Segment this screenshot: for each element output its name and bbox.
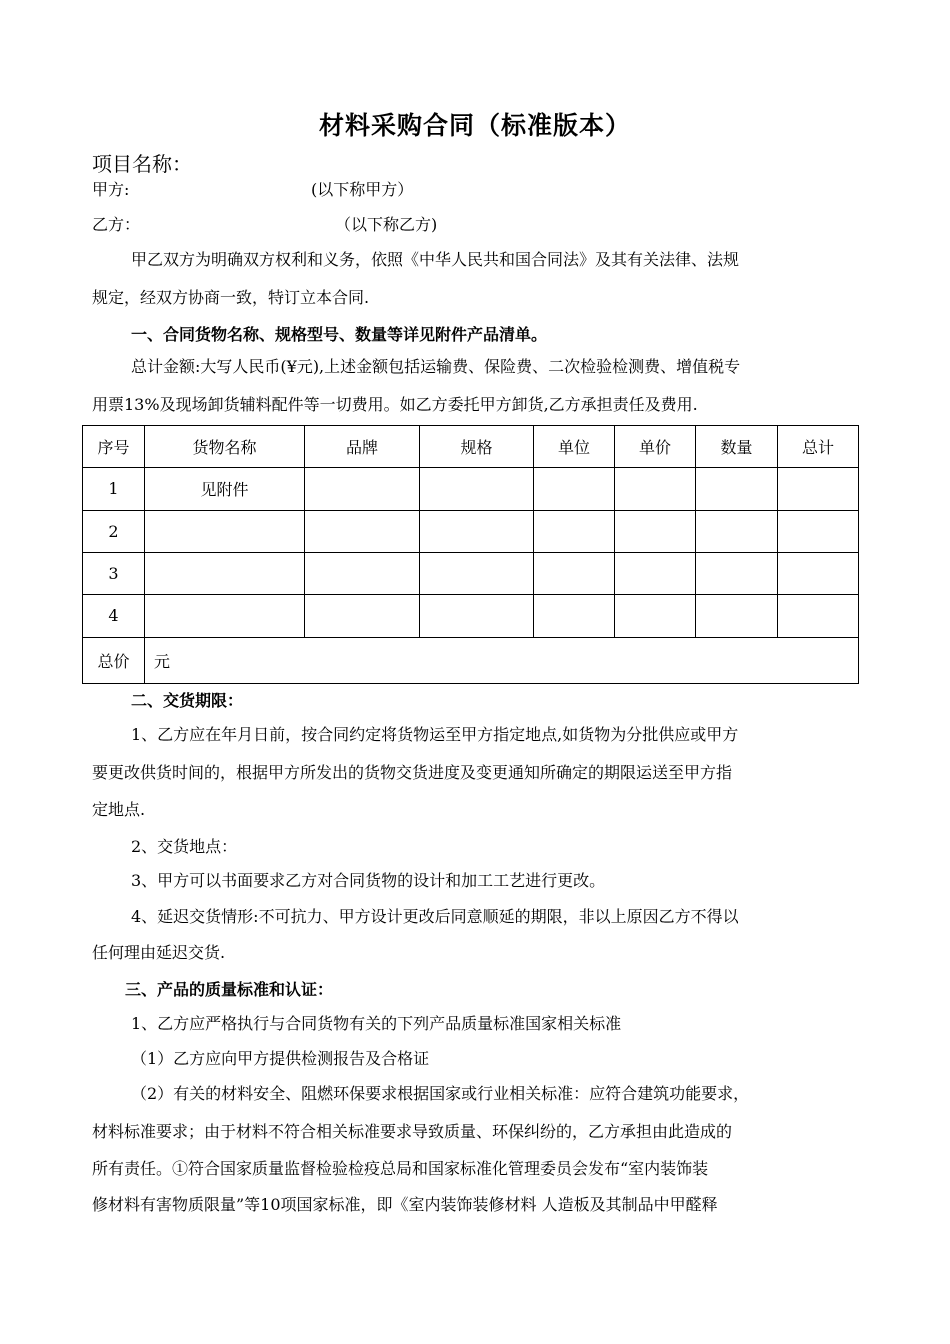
table-total-row xyxy=(83,637,859,683)
s3-p1: 1、乙方应严格执行与合同货物有关的下列产品质量标准国家相关标准 xyxy=(131,1014,622,1033)
amount-line-1: 总计金额:大写人民币(¥元),上述金额包括运输费、保险费、二次检验检测费、增值税专 xyxy=(131,357,741,376)
table-cell xyxy=(778,595,859,637)
table-header-row xyxy=(83,426,859,468)
table-cell xyxy=(534,468,615,510)
s3-p2: （1）乙方应向甲方提供检测报告及合格证 xyxy=(131,1049,430,1068)
total-label: 总价 xyxy=(83,637,145,683)
table-cell xyxy=(615,510,696,552)
table-cell xyxy=(420,595,534,637)
header-cell: 数量 xyxy=(696,426,778,468)
table-cell xyxy=(420,468,534,510)
s2-p4-line-2: 任何理由延迟交货. xyxy=(92,943,226,962)
table-cell xyxy=(615,595,696,637)
table-cell xyxy=(305,595,420,637)
s2-p1-line-2: 要更改供货时间的，根据甲方所发出的货物交货进度及变更通知所确定的期限运送至甲方指 xyxy=(92,763,733,782)
item-name xyxy=(145,552,305,594)
s2-p1-line-1: 1、乙方应在年月日前，按合同约定将货物运至甲方指定地点,如货物为分批供应或甲方 xyxy=(131,725,739,744)
table-cell xyxy=(420,552,534,594)
amount-line-2: 用票13%及现场卸货辅料配件等一切费用。如乙方委托甲方卸货,乙方承担责任及费用. xyxy=(92,395,698,414)
intro-line-2: 规定，经双方协商一致，特订立本合同. xyxy=(92,288,370,307)
table-cell xyxy=(534,510,615,552)
header-cell: 规格 xyxy=(420,426,534,468)
project-name-label: 项目名称： xyxy=(92,152,192,176)
total-value: 元 xyxy=(145,637,859,683)
goods-table xyxy=(82,425,859,684)
intro-line-1: 甲乙双方为明确双方权利和义务，依照《中华人民共和国合同法》及其有关法律、法规 xyxy=(131,250,740,269)
s3-p3-line-2: 材料标准要求；由于材料不符合相关标准要求导致质量、环保纠纷的，乙方承担由此造成的 xyxy=(92,1122,733,1141)
table-row xyxy=(83,468,859,510)
table-cell xyxy=(696,468,778,510)
table-cell xyxy=(305,468,420,510)
header-cell: 总计 xyxy=(778,426,859,468)
table-cell xyxy=(534,595,615,637)
table-cell xyxy=(615,468,696,510)
table-cell xyxy=(778,510,859,552)
header-cell: 单位 xyxy=(534,426,615,468)
s2-p2: 2、交货地点： xyxy=(131,837,238,856)
table-cell xyxy=(696,595,778,637)
section-1-heading: 一、合同货物名称、规格型号、数量等详见附件产品清单。 xyxy=(131,325,548,344)
table-cell xyxy=(615,552,696,594)
s2-p3: 3、甲方可以书面要求乙方对合同货物的设计和加工工艺进行更改。 xyxy=(131,871,606,890)
party-a-label: 甲方: xyxy=(92,180,130,199)
table-cell xyxy=(696,510,778,552)
s3-p3-line-1: （2）有关的材料安全、阻燃环保要求根据国家或行业相关标准：应符合建筑功能要求， xyxy=(131,1084,750,1103)
row-number: 2 xyxy=(83,510,145,552)
table-cell xyxy=(305,510,420,552)
section-3-heading: 三、产品的质量标准和认证： xyxy=(125,980,334,999)
header-cell: 品牌 xyxy=(305,426,420,468)
party-b-label: 乙方： xyxy=(92,215,141,234)
table-row xyxy=(83,595,859,637)
table-cell xyxy=(778,552,859,594)
section-2-heading: 二、交货期限： xyxy=(131,691,244,710)
header-cell: 单价 xyxy=(615,426,696,468)
table-cell xyxy=(696,552,778,594)
table-cell xyxy=(778,468,859,510)
table-row xyxy=(83,510,859,552)
table-cell xyxy=(420,510,534,552)
row-number: 4 xyxy=(83,595,145,637)
party-a-suffix: (以下称甲方） xyxy=(311,180,414,199)
header-cell: 序号 xyxy=(83,426,145,468)
document-title: 材料采购合同（标准版本） xyxy=(318,111,631,140)
s3-p3-line-4: 修材料有害物质限量”等10项国家标准，即《室内装饰装修材料 人造板及其制品中甲醛释 xyxy=(92,1195,718,1214)
item-name xyxy=(145,510,305,552)
s2-p4-line-1: 4、延迟交货情形:不可抗力、甲方设计更改后同意顺延的期限，非以上原因乙方不得以 xyxy=(131,907,739,926)
table-cell xyxy=(305,552,420,594)
row-number: 1 xyxy=(83,468,145,510)
row-number: 3 xyxy=(83,552,145,594)
table-row xyxy=(83,552,859,594)
s3-p3-line-3: 所有责任。①符合国家质量监督检验检疫总局和国家标准化管理委员会发布“室内装饰装 xyxy=(92,1159,709,1178)
s2-p1-line-3: 定地点. xyxy=(92,800,146,819)
item-name xyxy=(145,595,305,637)
header-cell: 货物名称 xyxy=(145,426,305,468)
party-b-suffix: （以下称乙方) xyxy=(335,215,438,234)
item-name: 见附件 xyxy=(145,468,305,510)
table-cell xyxy=(534,552,615,594)
